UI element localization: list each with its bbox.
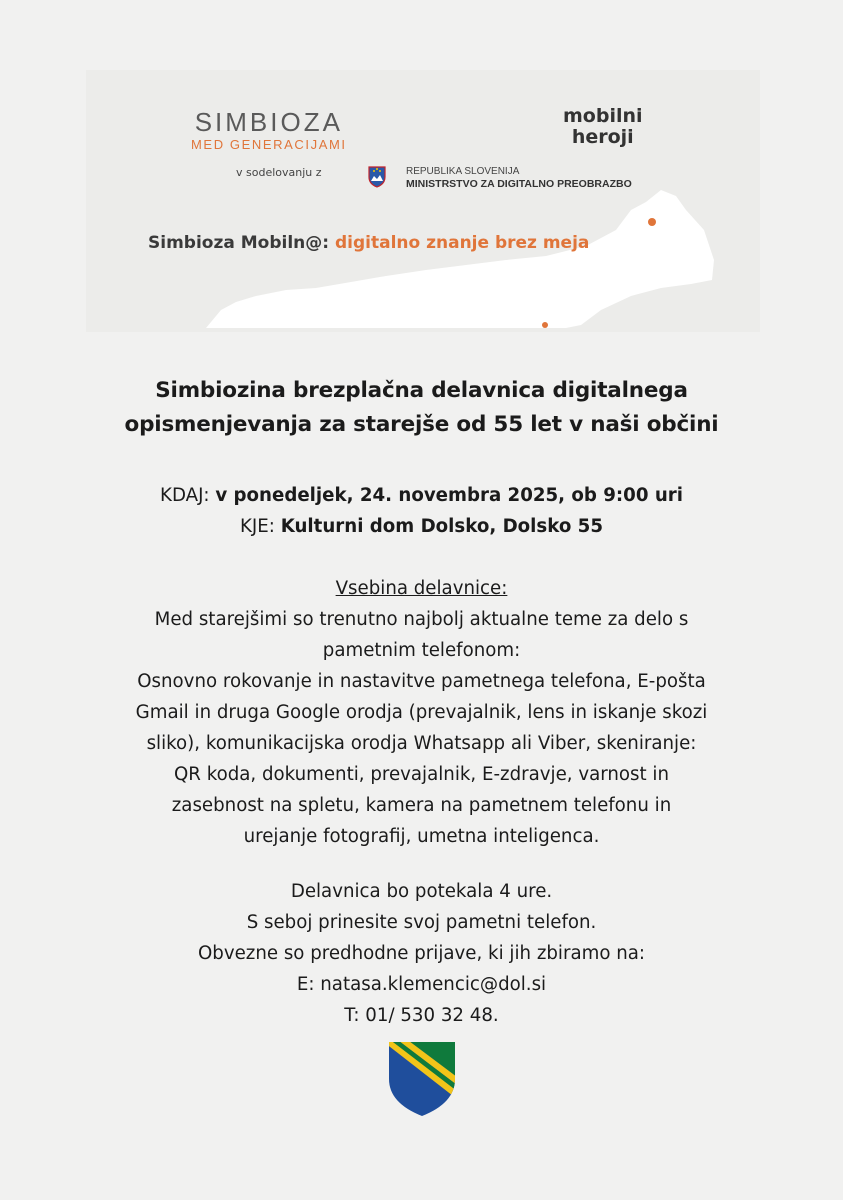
- content-line: Osnovno rokovanje in nastavitve pametnega telefona, E-pošta: [137, 671, 706, 692]
- mobilni-heroji-line2: heroji: [571, 126, 634, 148]
- contact-info: [40, 876, 803, 1031]
- ministry-line1: REPUBLIKA SLOVENIJA: [406, 166, 520, 177]
- when-label: KDAJ:: [160, 485, 216, 506]
- title-line2: opismenjevanja za starejše od 55 let v naši občini: [124, 412, 719, 437]
- email-text: E: natasa.klemencic@dol.si: [296, 974, 547, 995]
- content-line: Gmail in druga Google orodja (prevajalnik, lens in iskanje skozi: [135, 702, 708, 723]
- banner-tagline: [148, 233, 589, 253]
- slovenia-map-shape: [86, 70, 760, 332]
- mobilni-heroji-logo: [563, 106, 643, 148]
- event-details: [40, 480, 803, 542]
- duration-text: Delavnica bo potekala 4 ure.: [290, 881, 553, 902]
- bring-phone-text: S seboj prinesite svoj pametni telefon.: [246, 912, 597, 933]
- simbioza-logo-word: SIMBIOZA: [194, 107, 343, 137]
- header-banner: [86, 70, 760, 332]
- content-line: pametnim telefonom:: [322, 640, 521, 661]
- dol-coat-of-arms-icon: [387, 1041, 457, 1117]
- slovenia-coat-of-arms-icon: [368, 166, 386, 188]
- simbioza-logo-subtitle: MED GENERACIJAMI: [191, 137, 347, 152]
- content-line: Med starejšimi so trenutno najbolj aktualne teme za delo s: [154, 609, 689, 630]
- mobilni-heroji-line1: mobilni: [563, 105, 643, 127]
- map-marker-2: [542, 322, 548, 328]
- content-heading: Vsebina delavnice:: [335, 578, 508, 599]
- page-title: [40, 374, 803, 442]
- where-value: Kulturni dom Dolsko, Dolsko 55: [280, 516, 603, 537]
- title-line1: Simbiozina brezplačna delavnica digitalnega: [155, 378, 688, 403]
- content-line: urejanje fotografij, umetna inteligenca.: [243, 826, 600, 847]
- ministry-line2: MINISTRSTVO ZA DIGITALNO PREOBRAZBO: [406, 178, 632, 190]
- registration-text: Obvezne so predhodne prijave, ki jih zbiramo na:: [197, 943, 646, 964]
- map-marker-1: [648, 218, 656, 226]
- when-row: [40, 480, 803, 511]
- where-label: KJE:: [240, 516, 281, 537]
- tagline-part2: digitalno znanje brez meja: [334, 233, 590, 253]
- content-line: zasebnost na spletu, kamera na pametnem telefonu in: [171, 795, 672, 816]
- phone-text: T: 01/ 530 32 48.: [344, 1005, 499, 1026]
- content-line: sliko), komunikacijska orodja Whatsapp ali Viber, skeniranje:: [146, 733, 697, 754]
- collaboration-text: v sodelovanju z: [236, 166, 322, 179]
- when-value: v ponedeljek, 24. novembra 2025, ob 9:00 uri: [215, 485, 683, 506]
- workshop-content: [40, 573, 803, 852]
- where-row: [40, 511, 803, 542]
- ministry-label: [406, 166, 632, 191]
- content-line: QR koda, dokumenti, prevajalnik, E-zdravje, varnost in: [173, 764, 670, 785]
- tagline-part1: Simbioza Mobiln@:: [148, 233, 335, 253]
- simbioza-logo: [191, 108, 347, 152]
